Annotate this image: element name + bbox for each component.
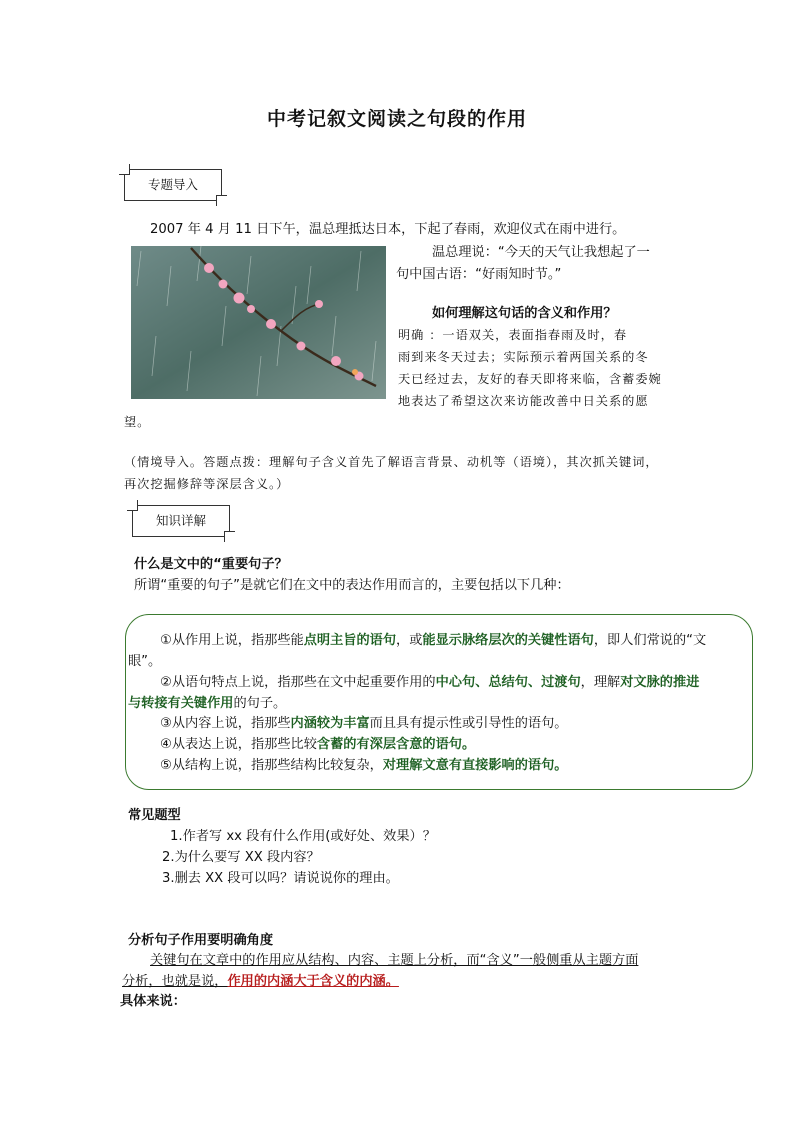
point-2-f: 的句子。 — [233, 696, 287, 711]
answer-line-2: 雨到来冬天过去；实际预示着两国关系的冬 — [398, 350, 649, 364]
answer-line-5: 望。 — [124, 415, 151, 429]
point-1-f: 眼”。 — [128, 654, 162, 669]
specific-label: 具体来说： — [120, 994, 186, 1009]
point-5-a: ⑤从结构上说，指那些结构比较复杂， — [160, 758, 383, 773]
point-2-a: ②从语句特点上说，指那些在文中起重要作用的 — [160, 675, 436, 690]
quote-line-1: 温总理说：“今天的天气让我想起了一 — [432, 245, 650, 260]
section-badge-intro — [124, 169, 222, 201]
section-badge-knowledge — [132, 505, 230, 537]
quote-line-2: 句中国古语：“好雨知时节。” — [396, 267, 562, 282]
point-4-a: ④从表达上说，指那些比较 — [160, 737, 317, 752]
point-1-d: 能显示脉络层次的关键性语句 — [422, 633, 594, 648]
point-3-a: ③从内容上说，指那些 — [160, 716, 291, 731]
point-1-b: 点明主旨的语句 — [303, 633, 397, 648]
analysis-line-2-a: 分析，也就是说， — [122, 974, 228, 989]
knowledge-heading: 什么是文中的“重要句子？ — [134, 557, 288, 572]
question-text: 如何理解这句话的含义和作用？ — [432, 306, 617, 321]
analysis-line-1: 关键句在文章中的作用应从结构、内容、主题上分析，而“含义”一般侧重从主题方面 — [150, 953, 639, 968]
point-1-a: ①从作用上说，指那些能 — [160, 633, 304, 648]
type-q3: 3.删去 XX 段可以吗？请说说你的理由。 — [162, 871, 399, 886]
point-2 — [128, 672, 740, 714]
note-line-1: （情境导入。答题点拨：理解句子含义首先了解语言背景、动机等（语境），其次抓关键词， — [124, 455, 659, 469]
analysis-line-2 — [122, 971, 399, 993]
rain-blossom-photo — [131, 246, 386, 399]
point-2-b: 中心句、总结句、过渡句 — [435, 675, 581, 690]
point-4 — [160, 734, 756, 755]
point-1-e: ，即人们常说的“文 — [593, 633, 707, 648]
analysis-line-2-b: 作用的内涵大于含义的内涵。 — [227, 974, 399, 989]
intro-line-1: 2007 年 4 月 11 日下午，温总理抵达日本，下起了春雨，欢迎仪式在雨中进行。 — [150, 222, 626, 237]
answer-line-1: 明确 ：一语双关，表面指春雨及时，春 — [398, 328, 628, 342]
knowledge-desc: 所谓“重要的句子”是就它们在文中的表达作用而言的，主要包括以下几种： — [134, 578, 570, 593]
type-q1: 1.作者写 xx 段有什么作用(或好处、效果）？ — [170, 829, 436, 844]
answer-line-4: 地表达了希望这次来访能改善中日关系的愿 — [398, 394, 649, 408]
point-3-b: 内涵较为丰富 — [290, 716, 370, 731]
section-label-knowledge: 知识详解 — [155, 513, 206, 528]
point-2-c: ，理解 — [580, 675, 621, 690]
point-2-e: 与转接有关键作用 — [128, 696, 234, 711]
point-3 — [160, 713, 756, 734]
point-5 — [160, 755, 756, 776]
point-1 — [128, 630, 740, 672]
point-3-c: 而且具有提示性或引导性的语句。 — [369, 716, 568, 731]
point-4-b: 含蓄的有深层含意的语句。 — [316, 737, 476, 752]
section-label-intro: 专题导入 — [147, 177, 198, 192]
answer-line-3: 天已经过去，友好的春天即将来临，含蓄委婉 — [398, 372, 662, 386]
point-2-d: 对文脉的推进 — [620, 675, 700, 690]
point-5-b: 对理解文意有直接影响的语句。 — [382, 758, 568, 773]
analysis-heading: 分析句子作用要明确角度 — [128, 933, 274, 948]
point-1-c: ，或 — [396, 633, 423, 648]
note-line-2: 再次挖掘修辞等深层含义。） — [124, 477, 290, 491]
page-title: 中考记叙文阅读之句段的作用 — [266, 108, 527, 130]
type-q2: 2.为什么要写 XX 段内容？ — [162, 850, 320, 865]
types-heading: 常见题型 — [128, 808, 181, 823]
